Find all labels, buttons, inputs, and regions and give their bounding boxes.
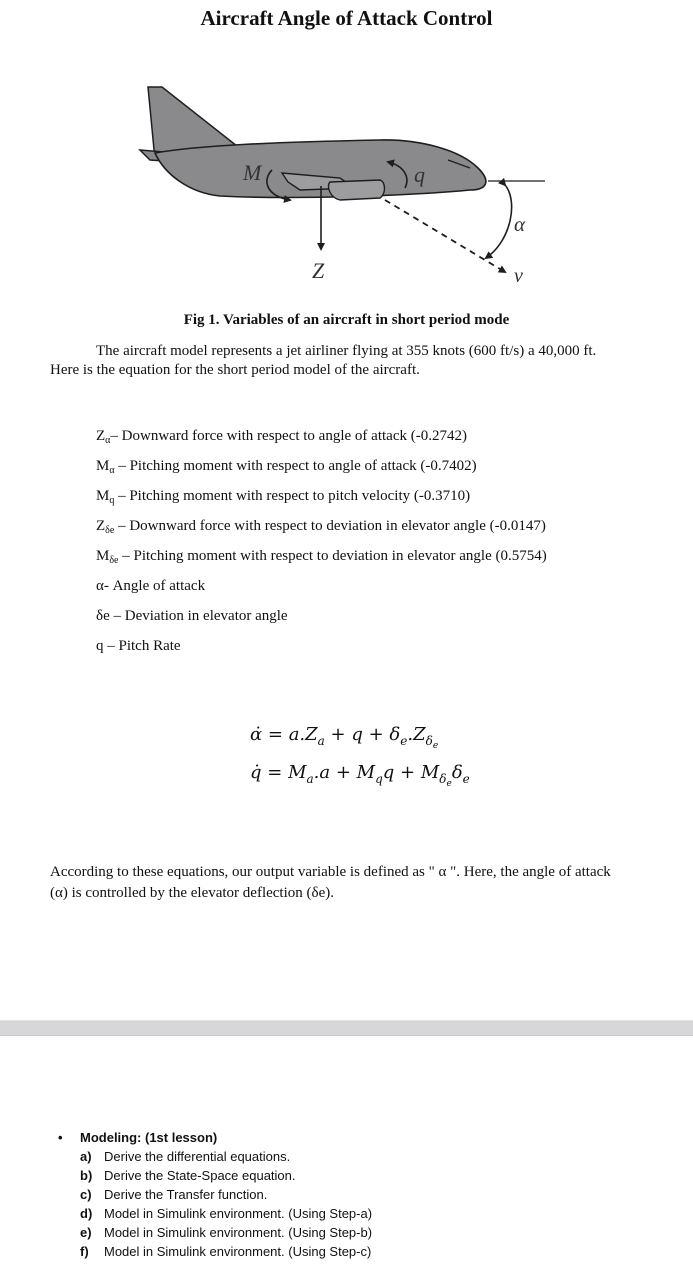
task-item: f) Model in Simulink environment. (Using Step-c) xyxy=(80,1244,372,1259)
intro-line-1: The aircraft model represents a jet airliner flying at 355 knots (600 ft/s) a 40,000 ft. xyxy=(96,343,597,359)
intro-line-2: Here is the equation for the short period model of the aircraft. xyxy=(50,362,420,378)
variable-item: α- Angle of attack xyxy=(96,578,206,594)
label-pitch-rate: q xyxy=(414,162,425,187)
variable-item: $M_\alpha$ – Pitching moment with respect to angle of attack (-0.7402) xyxy=(96,458,477,476)
velocity-vector xyxy=(385,200,505,272)
task-list xyxy=(56,1128,372,1261)
page-title: Aircraft Angle of Attack Control xyxy=(200,6,493,30)
alpha-arrow xyxy=(486,185,512,258)
intro-paragraph xyxy=(50,342,650,380)
page-divider xyxy=(0,1020,693,1036)
task-item: d) Model in Simulink environment. (Using Step-a) xyxy=(80,1206,373,1221)
label-velocity: v xyxy=(514,265,523,287)
conclusion-line-1: According to these equations, our output variable is defined as " α ". Here, the angle of attack xyxy=(50,864,611,880)
task-item: a) Derive the differential equations. xyxy=(80,1149,291,1164)
engine-nacelle xyxy=(328,180,384,200)
label-moment: M xyxy=(243,160,262,185)
label-angle-of-attack: α xyxy=(514,212,526,236)
variable-item: δe – Deviation in elevator angle xyxy=(96,608,288,624)
equation-q-dot: q̇ = $M_a.a + M_qq + M_{\delta_e}\delta_e$ xyxy=(250,762,470,789)
task-item: e) Model in Simulink environment. (Using Step-b) xyxy=(80,1225,373,1240)
variable-item: q – Pitch Rate xyxy=(96,638,181,654)
aircraft-diagram xyxy=(0,0,693,300)
variable-item: $Z_{\delta e}$ – Downward force with respect to deviation in elevator angle (-0.0147) xyxy=(96,518,546,536)
conclusion-line-2: (α) is controlled by the elevator deflection (δe). xyxy=(50,885,334,901)
task-heading: • Modeling: (1st lesson) xyxy=(58,1130,218,1145)
variable-item: $Z_\alpha-$ Downward force with respect to angle of attack (-0.2742) xyxy=(96,428,467,446)
conclusion-paragraph xyxy=(50,862,650,904)
label-downward-force: Z xyxy=(312,258,325,283)
task-item: b) Derive the State-Space equation. xyxy=(80,1168,296,1183)
variable-item: $M_{\delta e}$ – Pitching moment with respect to deviation in elevator angle (0.5754) xyxy=(96,548,547,566)
task-item: c) Derive the Transfer function. xyxy=(80,1187,268,1202)
variable-item: $M_q$ – Pitching moment with respect to pitch velocity (-0.3710) xyxy=(96,488,471,506)
bullet-icon: • xyxy=(58,1130,63,1145)
figure-caption: Fig 1. Variables of an aircraft in short period mode xyxy=(183,312,510,328)
variable-list xyxy=(96,426,547,666)
equation-alpha-dot: α̇ = $a.Z_a + q + \delta_e.Z_{\delta_e}$ xyxy=(250,724,439,751)
